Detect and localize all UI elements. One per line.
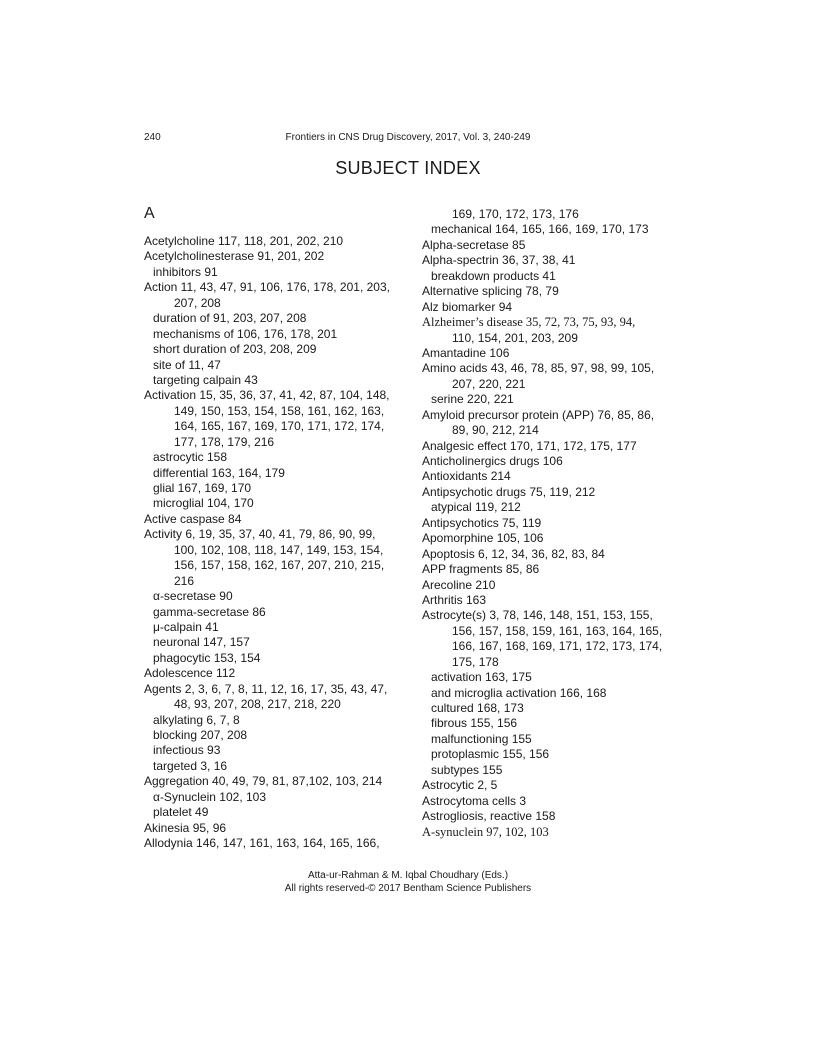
index-entries-right: [422, 207, 682, 840]
index-subentry: α-secretase 90: [153, 589, 233, 604]
index-entry: Arecoline 210: [422, 577, 496, 592]
index-continuation: 207, 208: [174, 295, 221, 310]
index-entry: Antipsychotic drugs 75, 119, 212: [422, 484, 596, 499]
index-entry: Amantadine 106: [422, 345, 510, 360]
index-subentry: malfunctioning 155: [431, 731, 532, 746]
index-entry: Alternative splicing 78, 79: [422, 284, 559, 299]
index-entry: Astrocyte(s) 3, 78, 146, 148, 151, 153, 155,: [422, 608, 653, 623]
index-continuation: 164, 165, 167, 169, 170, 171, 172, 174,: [174, 419, 385, 434]
section-letter: A: [144, 205, 155, 222]
index-subentry: duration of 91, 203, 207, 208: [153, 311, 307, 326]
index-entry: Astrocytic 2, 5: [422, 778, 498, 793]
index-subentry: mechanisms of 106, 176, 178, 201: [153, 326, 338, 341]
index-subentry: neuronal 147, 157: [153, 635, 250, 650]
index-continuation: 100, 102, 108, 118, 147, 149, 153, 154,: [174, 542, 384, 557]
index-continuation: 149, 150, 153, 154, 158, 161, 162, 163,: [174, 403, 385, 418]
index-entry: Acetylcholine 117, 118, 201, 202, 210: [144, 234, 344, 248]
index-subentry: and microglia activation 166, 168: [431, 685, 607, 700]
index-subentry: α-Synuclein 102, 103: [153, 789, 267, 804]
index-entry: Analgesic effect 170, 171, 172, 175, 177: [422, 438, 637, 453]
index-subentry: glial 167, 169, 170: [153, 481, 252, 495]
index-continuation: 48, 93, 207, 208, 217, 218, 220: [174, 697, 341, 712]
index-entry: Alpha-spectrin 36, 37, 38, 41: [422, 253, 576, 268]
index-subentry: gamma-secretase 86: [153, 604, 266, 619]
index-entry: Antioxidants 214: [422, 469, 511, 484]
index-entry: Activation 15, 35, 36, 37, 41, 42, 87, 104, 148,: [144, 388, 390, 403]
index-entry: Arthritis 163: [422, 592, 487, 607]
footer-rights: All rights reserved-© 2017 Bentham Science Publishers: [284, 883, 532, 894]
index-column-right: [422, 207, 682, 840]
index-subentry: infectious 93: [153, 743, 221, 758]
index-subentry: alkylating 6, 7, 8: [153, 712, 240, 727]
index-subentry: atypical 119, 212: [431, 500, 521, 515]
index-entry: Astrogliosis, reactive 158: [422, 809, 556, 824]
index-entry: Adolescence 112: [144, 666, 236, 681]
running-title: Frontiers in CNS Drug Discovery, 2017, Vol. 3, 240-249: [285, 132, 531, 143]
page-title: SUBJECT INDEX: [335, 158, 481, 178]
index-entry: Agents 2, 3, 6, 7, 8, 11, 12, 16, 17, 35, 43, 47,: [144, 681, 388, 696]
index-subentry: astrocytic 158: [153, 450, 228, 465]
index-entry: Alz biomarker 94: [422, 299, 513, 314]
index-subentry: subtypes 155: [431, 762, 503, 777]
index-subentry: blocking 207, 208: [153, 728, 248, 742]
footer-editors: Atta-ur-Rahman & M. Iqbal Choudhary (Eds.): [307, 870, 509, 881]
index-continuation: 110, 154, 201, 203, 209: [452, 330, 578, 345]
index-entry: Anticholinergics drugs 106: [422, 454, 563, 468]
index-subentry: protoplasmic 155, 156: [431, 747, 550, 762]
index-entry: Antipsychotics 75, 119: [422, 515, 542, 530]
index-entry: Aggregation 40, 49, 79, 81, 87,102, 103, 214: [144, 774, 383, 789]
index-entry: Amyloid precursor protein (APP) 76, 85, 86,: [422, 407, 655, 422]
index-entry: Activity 6, 19, 35, 37, 40, 41, 79, 86, 90, 99,: [144, 527, 376, 542]
index-subentry: phagocytic 153, 154: [153, 650, 261, 665]
index-subentry: breakdown products 41: [431, 268, 556, 283]
page-number: 240: [144, 132, 161, 143]
index-continuation: 166, 167, 168, 169, 171, 172, 173, 174,: [452, 639, 663, 654]
index-entry: APP fragments 85, 86: [422, 562, 540, 577]
index-subentry: serine 220, 221: [431, 392, 514, 407]
index-entry: Apomorphine 105, 106: [422, 531, 544, 546]
index-subentry: targeting calpain 43: [153, 372, 258, 387]
index-entries-left: [144, 234, 409, 852]
index-entry: Alpha-secretase 85: [422, 237, 526, 252]
index-entry: A-synuclein 97, 102, 103: [422, 824, 549, 839]
index-entry: Akinesia 95, 96: [144, 820, 227, 835]
index-subentry: cultured 168, 173: [431, 701, 524, 715]
index-subentry: activation 163, 175: [431, 670, 532, 685]
index-subentry: differential 163, 164, 179: [153, 465, 285, 480]
index-entry: Acetylcholinesterase 91, 201, 202: [144, 249, 325, 264]
index-continuation: 169, 170, 172, 173, 176: [452, 207, 579, 221]
index-column-left: [144, 203, 409, 852]
index-entry: Active caspase 84: [144, 511, 242, 526]
index-entry: Action 11, 43, 47, 91, 106, 176, 178, 201, 203,: [144, 280, 390, 295]
index-entry: Amino acids 43, 46, 78, 85, 97, 98, 99, 105,: [422, 361, 655, 376]
index-entry: Allodynia 146, 147, 161, 163, 164, 165, 166,: [144, 836, 380, 851]
index-continuation: 156, 157, 158, 162, 167, 207, 210, 215,: [174, 558, 385, 573]
index-continuation: 216: [174, 573, 195, 588]
index-subentry: targeted 3, 16: [153, 758, 228, 773]
index-continuation: 89, 90, 212, 214: [452, 423, 539, 438]
index-subentry: fibrous 155, 156: [431, 716, 518, 731]
index-subentry: site of 11, 47: [153, 357, 221, 372]
index-continuation: 156, 157, 158, 159, 161, 163, 164, 165,: [452, 623, 663, 638]
index-continuation: 175, 178: [452, 654, 499, 669]
index-subentry: inhibitors 91: [153, 264, 218, 279]
index-subentry: platelet 49: [153, 805, 209, 820]
index-entry: Alzheimer’s disease 35, 72, 73, 75, 93, 94,: [422, 315, 636, 330]
index-entry: Astrocytoma cells 3: [422, 793, 527, 808]
index-subentry: μ-calpain 41: [153, 619, 219, 634]
index-subentry: mechanical 164, 165, 166, 169, 170, 173: [431, 222, 649, 237]
index-subentry: microglial 104, 170: [153, 496, 254, 511]
index-continuation: 177, 178, 179, 216: [174, 434, 275, 449]
index-entry: Apoptosis 6, 12, 34, 36, 82, 83, 84: [422, 546, 605, 561]
index-continuation: 207, 220, 221: [452, 376, 526, 391]
index-subentry: short duration of 203, 208, 209: [153, 342, 317, 357]
